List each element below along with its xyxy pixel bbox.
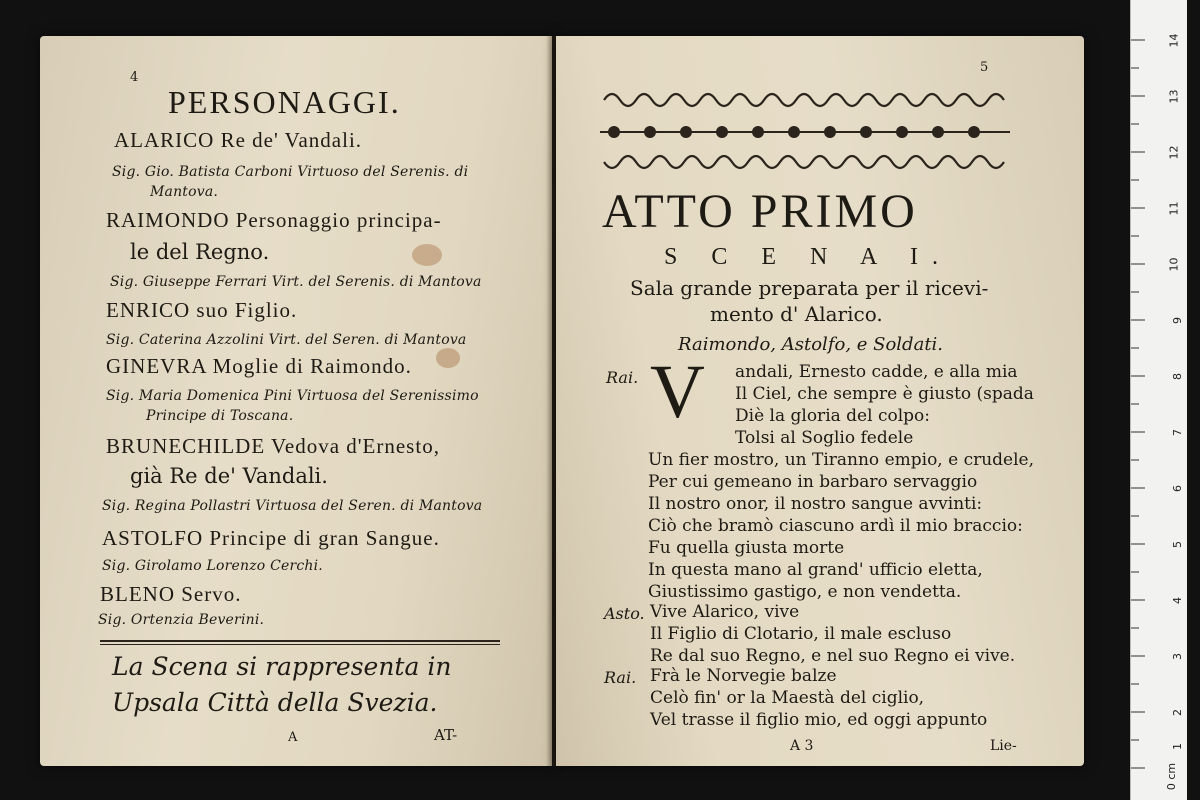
verse-line: Re dal suo Regno, e nel suo Regno ei vive. [650,646,1016,666]
ornament-band-icon [600,86,1010,114]
verse-line: Frà le Norvegie balze [650,666,837,686]
role-astolfo: ASTOLFO Principe di gran Sangue. [102,526,440,550]
divider-rule [100,640,500,642]
singer-line: Sig. Maria Domenica Pini Virtuosa del Serenissimo [106,388,479,404]
role-raimondo-cont: le del Regno. [130,240,270,264]
divider-rule [100,644,500,645]
ruler-mark: 3 [1171,653,1184,660]
verse-line: Giustissimo gastigo, e non vendetta. [648,582,962,602]
speaker-label: Rai. [606,368,639,387]
drop-cap: V [650,350,705,434]
ruler-mark: 9 [1171,317,1184,324]
verse-line: Vel trasse il figlio mio, ed oggi appunto [650,710,988,730]
ruler-mark: 4 [1171,597,1184,604]
singer-line: Mantova. [150,184,219,200]
ruler-mark: 6 [1171,485,1184,492]
measuring-ruler [1130,0,1187,800]
left-page [40,36,552,766]
verse-line: Fu quella giusta morte [648,538,845,558]
singer-line: Sig. Giuseppe Ferrari Virt. del Serenis. di Mantova [110,274,482,290]
page-number: 4 [130,70,139,85]
verse-line: Il Ciel, che sempre è giusto (spada [735,384,1034,404]
verse-line: Il Figlio di Clotario, il male escluso [650,624,952,644]
scene-title: S C E N A I. [664,244,953,270]
scene-note-line: Upsala Città della Svezia. [112,688,438,717]
verse-line: Ciò che bramò ciascuno ardì il mio braccio: [648,516,1023,536]
singer-line: Sig. Gio. Batista Carboni Virtuoso del Serenis. di [112,164,469,180]
speaker-label: Asto. [604,604,645,623]
ruler-mark: 5 [1171,541,1184,548]
page-number: 5 [980,60,989,75]
ruler-mark: 8 [1171,373,1184,380]
act-title: ATTO PRIMO [602,185,918,238]
verse-line: Per cui gemeano in barbaro servaggio [648,472,978,492]
ruler-mark: 7 [1171,429,1184,436]
catchword: AT- [434,726,458,744]
ruler-mark: 10 [1167,257,1181,272]
ornament-band-icon [600,118,1010,146]
ornament-band-icon [600,148,1010,176]
verse-line: Celò fin' or la Maestà del ciglio, [650,688,925,708]
role-bleno: BLENO Servo. [100,582,242,606]
ruler-ticks-icon [1131,0,1187,800]
verse-line: In questa mano al grand' ufficio eletta, [648,560,983,580]
signature-mark: A 3 [790,738,814,754]
ruler-mark: 13 [1167,89,1181,104]
role-brunechilde: BRUNECHILDE Vedova d'Ernesto, [106,434,440,458]
foxing-stain [436,348,460,368]
scene-note-line: La Scena si rappresenta in [112,652,452,681]
signature-mark: A [288,730,298,745]
ruler-mark: 2 [1171,709,1184,716]
setting-line: mento d' Alarico. [710,302,883,326]
ruler-mark: 11 [1167,201,1181,216]
singer-line: Sig. Girolamo Lorenzo Cerchi. [102,558,323,574]
role-alarico: ALARICO Re de' Vandali. [114,128,363,152]
role-brunechilde-cont: già Re de' Vandali. [130,464,328,488]
role-raimondo: RAIMONDO Personaggio principa- [106,208,442,232]
ruler-mark: 0 cm [1164,762,1178,791]
ruler-mark: 12 [1167,145,1181,160]
foxing-stain [412,244,442,266]
verse-line: Il nostro onor, il nostro sangue avvinti: [648,494,983,514]
verse-line: Vive Alarico, vive [650,602,800,622]
setting-line: Sala grande preparata per il ricevi- [630,276,989,300]
characters-line: Raimondo, Astolfo, e Soldati. [678,334,944,355]
singer-line: Sig. Regina Pollastri Virtuosa del Seren. di Mantova [102,498,483,514]
singer-line: Sig. Ortenzia Beverini. [98,612,265,628]
ruler-mark: 1 [1171,743,1184,750]
speaker-label: Rai. [604,668,637,687]
catchword: Lie- [990,738,1017,754]
ruler-mark: 14 [1167,33,1181,48]
verse-line: Tolsi al Soglio fedele [735,428,914,448]
cast-title: PERSONAGGI. [168,84,401,120]
verse-line: andali, Ernesto cadde, e alla mia [735,362,1018,382]
role-enrico: ENRICO suo Figlio. [106,298,298,322]
role-ginevra: GINEVRA Moglie di Raimondo. [106,354,412,378]
singer-line: Sig. Caterina Azzolini Virt. del Seren. di Mantova [106,332,467,348]
verse-line: Diè la gloria del colpo: [735,406,930,426]
verse-line: Un fier mostro, un Tiranno empio, e crudele, [648,450,1035,470]
singer-line: Principe di Toscana. [146,408,294,424]
